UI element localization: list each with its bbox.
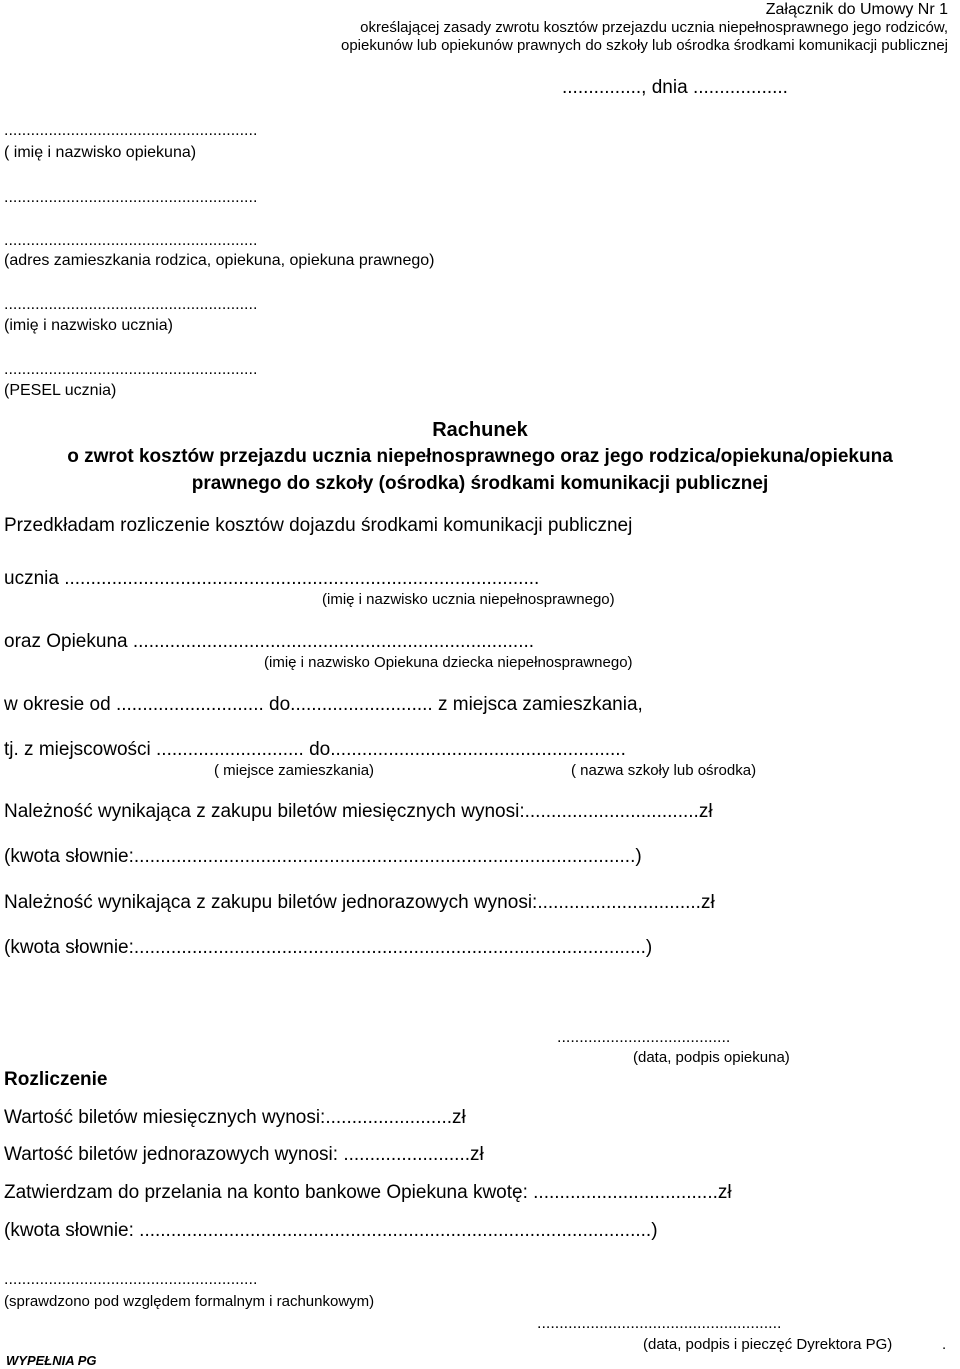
settlement-words[interactable]: (kwota słownie: .................................................................................................) [4,1220,658,1241]
route-caption-to: ( nazwa szkoły lub ośrodka) [571,762,757,779]
pesel-dots[interactable]: ......................................................... [4,361,258,378]
settlement-approve[interactable]: Zatwierdzam do przelania na konto bankowe Opiekuna kwotę: ...................................zł [4,1182,732,1203]
document-subtitle-1: o zwrot kosztów przejazdu ucznia niepełnosprawnego oraz jego rodzica/opiekuna/opiekuna [67,446,893,467]
address-dots-1[interactable]: ......................................................... [4,189,258,206]
document-title: Rachunek [432,419,528,441]
guardian-line[interactable]: oraz Opiekuna ............................................................................ [4,631,535,652]
intro-text: Przedkładam rozliczenie kosztów dojazdu środkami komunikacji publicznej [4,515,633,536]
guardian-signature-label: (data, podpis opiekuna) [633,1049,790,1066]
settlement-monthly[interactable]: Wartość biletów miesięcznych wynosi:........................zł [4,1107,466,1128]
place-date-field[interactable]: ..............., dnia .................. [562,77,788,98]
single-due-line[interactable]: Należność wynikająca z zakupu biletów jednorazowych wynosi:...............................zł [4,892,715,913]
guardian-caption: (imię i nazwisko Opiekuna dziecka niepełnosprawnego) [264,654,633,671]
address-label: (adres zamieszkania rodzica, opiekuna, opiekuna prawnego) [4,252,435,269]
director-signature-dots[interactable]: ....................................................... [537,1315,782,1332]
pupil-caption: (imię i nazwisko ucznia niepełnosprawnego) [322,591,615,608]
settlement-single[interactable]: Wartość biletów jednorazowych wynosi: ........................zł [4,1144,484,1165]
verified-dots[interactable]: ......................................................... [4,1271,258,1288]
route-line[interactable]: tj. z miejscowości ............................ do........................................................ [4,739,626,760]
monthly-words-line[interactable]: (kwota słownie:...............................................................................................) [4,846,642,867]
director-signature-label: (data, podpis i pieczęć Dyrektora PG) [643,1336,893,1353]
footer-note: WYPEŁNIA PG [6,1353,97,1368]
annex-line-2: określającej zasady zwrotu kosztów przejazdu ucznia niepełnosprawnego jego rodziców, [360,19,948,36]
single-words-line[interactable]: (kwota słownie:.................................................................................................) [4,937,653,958]
period-line[interactable]: w okresie od ............................ do........................... z miejsca zamieszkania, [4,694,643,715]
guardian-signature-dots[interactable]: ....................................... [557,1029,731,1046]
pesel-label: (PESEL ucznia) [4,382,117,399]
document-subtitle-2: prawnego do szkoły (ośrodka) środkami komunikacji publicznej [191,473,769,494]
guardian-name-dots[interactable]: ......................................................... [4,122,258,139]
guardian-name-label: ( imię i nazwisko opiekuna) [4,144,197,161]
pupil-name-dots[interactable]: ......................................................... [4,296,258,313]
director-signature-trailing: . [942,1336,947,1353]
annex-line-3: opiekunów lub opiekunów prawnych do szkoły lub ośrodka środkami komunikacji publicznej [341,37,948,54]
monthly-due-line[interactable]: Należność wynikająca z zakupu biletów miesięcznych wynosi:.................................zł [4,801,713,822]
verified-label: (sprawdzono pod względem formalnym i rachunkowym) [4,1293,375,1310]
route-caption-from: ( miejsce zamieszkania) [214,762,375,779]
address-dots-2[interactable]: ......................................................... [4,232,258,249]
settlement-heading: Rozliczenie [4,1069,108,1090]
annex-title: Załącznik do Umowy Nr 1 [765,1,948,18]
pupil-line[interactable]: ucznia .......................................................................................... [4,568,540,589]
pupil-name-label: (imię i nazwisko ucznia) [4,317,173,334]
